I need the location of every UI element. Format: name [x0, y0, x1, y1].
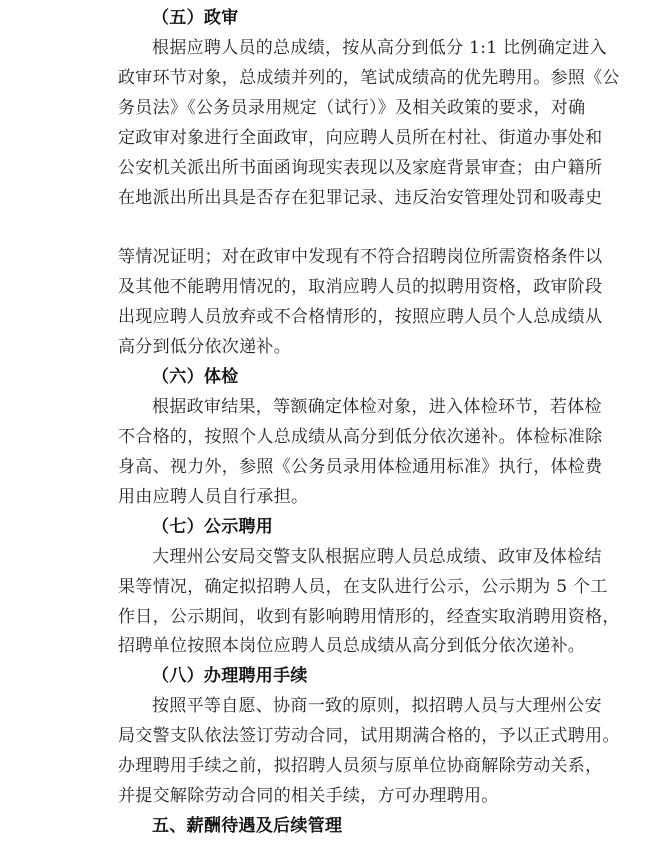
- paragraph-line: 根据应聘人员的总成绩，按从高分到低分 1:1 比例确定进入: [152, 37, 607, 58]
- paragraph-line: 根据政审结果，等额确定体检对象，进入体检环节，若体检: [152, 397, 602, 417]
- chapter-heading-compensation: 五、薪酬待遇及后续管理: [152, 816, 343, 836]
- paragraph-line: 作日，公示期间，收到有影响聘用情形的，经查实取消聘用资格，: [118, 606, 620, 627]
- section-heading-publicity: （七）公示聘用: [152, 516, 274, 537]
- paragraph-line: 用由应聘人员自行承担。: [118, 486, 309, 507]
- paragraph-line: 政审环节对象，总成绩并列的，笔试成绩高的优先聘用。参照《公: [118, 67, 620, 88]
- section-heading-physical-exam: （六）体检: [152, 367, 239, 388]
- paragraph-line: 及其他不能聘用情况的，取消应聘人员的拟聘用资格，政审阶段: [118, 277, 603, 298]
- paragraph-line: 局交警支队依法签订劳动合同，试用期满合格的，予以正式聘用。: [118, 726, 620, 747]
- paragraph-line: 大理州公安局交警支队根据应聘人员总成绩、政审及体检结: [152, 546, 602, 567]
- paragraph-line: 在地派出所出具是否存在犯罪记录、违反治安管理处罚和吸毒史: [118, 187, 603, 208]
- paragraph-line: 并提交解除劳动合同的相关手续，方可办理聘用。: [118, 786, 499, 807]
- paragraph-line: 等情况证明；对在政审中发现有不符合招聘岗位所需资格条件以: [118, 247, 603, 268]
- paragraph-line: 出现应聘人员放弃或不合格情形的，按照应聘人员个人总成绩从: [118, 307, 603, 328]
- section-heading-political-review: （五）政审: [152, 8, 239, 28]
- paragraph-line: 公安机关派出所书面函询现实表现以及家庭背景审查；由户籍所: [118, 157, 603, 178]
- paragraph-line: 高分到低分依次递补。: [118, 337, 291, 358]
- paragraph-line: 务员法》《公务员录用规定（试行）》及相关政策的要求，对确: [118, 97, 586, 118]
- paragraph-line: 办理聘用手续之前，拟招聘人员须与原单位协商解除劳动关系，: [118, 756, 603, 777]
- paragraph-line: 身高、视力外，参照《公务员录用体检通用标准》执行，体检费: [118, 456, 603, 477]
- paragraph-line: 按照平等自愿、协商一致的原则，拟招聘人员与大理州公安: [152, 696, 602, 717]
- paragraph-line: 不合格的，按照个人总成绩从高分到低分依次递补。体检标准除: [118, 427, 603, 447]
- paragraph-line: 招聘单位按照本岗位应聘人员总成绩从高分到低分依次递补。: [118, 636, 586, 657]
- paragraph-line: 定政审对象进行全面政审，向应聘人员所在村社、街道办事处和: [118, 127, 603, 148]
- paragraph-line: 果等情况，确定拟招聘人员，在支队进行公示，公示期为 5 个工: [118, 576, 608, 597]
- section-heading-employment-procedures: （八）办理聘用手续: [152, 666, 308, 687]
